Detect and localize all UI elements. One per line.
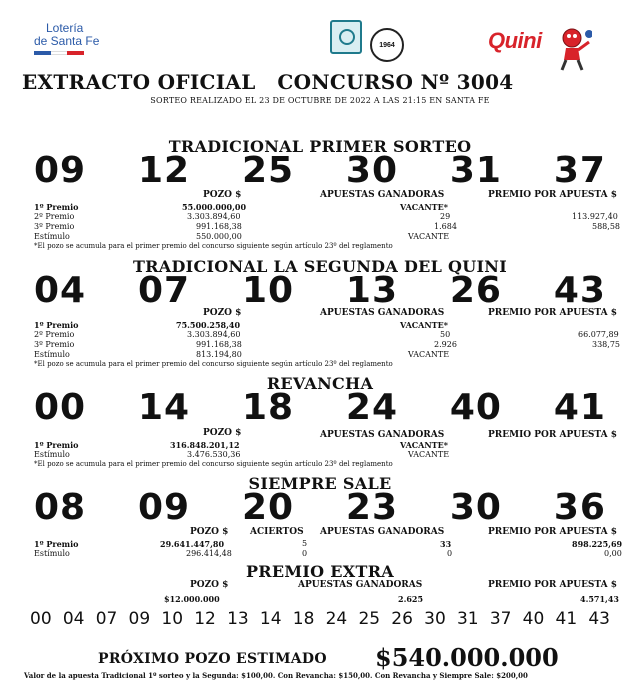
drawn-number: 10 xyxy=(241,270,295,311)
section-title-premio-extra: PREMIO EXTRA xyxy=(245,562,395,581)
extra-number: 24 xyxy=(325,609,348,629)
numbers-segunda xyxy=(20,270,620,311)
drawn-number: 14 xyxy=(137,387,191,428)
prize-label: 1º Premio xyxy=(34,320,79,330)
prize-premio: 588,58 xyxy=(592,222,620,231)
agency-seal-icon xyxy=(330,20,362,54)
drawn-number: 25 xyxy=(241,150,295,191)
drawn-number: 37 xyxy=(553,150,606,191)
prize-apuestas: VACANTE* xyxy=(400,202,448,212)
prize-pozo: 3.303.894,60 xyxy=(187,212,241,221)
drawn-number: 08 xyxy=(34,487,87,528)
drawn-number: 12 xyxy=(137,150,191,191)
numbers-premio-extra xyxy=(30,609,610,629)
prize-pozo: 29.641.447,80 xyxy=(160,539,225,549)
prize-apuestas: VACANTE* xyxy=(400,440,448,450)
drawn-number: 09 xyxy=(137,487,191,528)
header-apuestas: APUESTAS GANADORAS xyxy=(320,527,445,537)
prize-pozo: 296.414,48 xyxy=(186,549,232,558)
drawn-number: 04 xyxy=(34,270,87,311)
prize-apuestas: VACANTE* xyxy=(400,320,448,330)
drawn-number: 30 xyxy=(449,487,502,528)
prize-aciertos: 0 xyxy=(302,549,308,558)
header-aciertos: ACIERTOS xyxy=(250,527,304,537)
institution-logos xyxy=(330,20,404,62)
accumulation-note: *El pozo se acumula para el primer premio del concurso siguiente según artículo 23º del reglamento xyxy=(34,360,393,368)
extra-number: 10 xyxy=(161,609,184,629)
extra-number: 25 xyxy=(358,609,381,629)
prize-label: 1º Premio xyxy=(34,440,79,450)
numbers-tradicional xyxy=(20,150,620,191)
drawn-number: 20 xyxy=(241,487,295,528)
loteria-santa-fe-logo xyxy=(34,22,114,55)
header-apuestas: APUESTAS GANADORAS xyxy=(320,190,445,200)
header-premio: PREMIO POR APUESTA $ xyxy=(488,308,618,318)
bet-price-footer: Valor de la apuesta Tradicional 1º sorteo y la Segunda: $100,00. Con Revancha: $150,00. Con Revancha y Siempre Sale: $200,00 xyxy=(24,671,528,680)
drawn-number: 18 xyxy=(241,387,295,428)
drawn-number: 13 xyxy=(345,270,399,311)
prize-label: Estímulo xyxy=(34,350,70,359)
header-premio: PREMIO POR APUESTA $ xyxy=(488,580,618,590)
prize-label: 2º Premio xyxy=(34,212,75,221)
header-pozo: POZO $ xyxy=(203,190,242,200)
extra-number: 14 xyxy=(259,609,282,629)
drawn-number: 23 xyxy=(345,487,399,528)
drawn-number: 24 xyxy=(345,387,399,428)
extra-number: 07 xyxy=(95,609,118,629)
prize-apuestas: VACANTE xyxy=(408,350,450,359)
prize-pozo: 991.168,38 xyxy=(196,222,242,231)
prize-premio: 0,00 xyxy=(604,549,622,558)
prize-pozo: 75.500.258,40 xyxy=(176,320,241,330)
header-premio: PREMIO POR APUESTA $ xyxy=(488,190,618,200)
accumulation-note: *El pozo se acumula para el primer premio del concurso siguiente según artículo 23º del reglamento xyxy=(34,242,393,250)
header-apuestas: APUESTAS GANADORAS xyxy=(320,308,445,318)
prize-apuestas: 1.684 xyxy=(434,222,457,231)
prize-label: 3º Premio xyxy=(34,222,75,231)
extra-pozo: $12.000.000 xyxy=(164,594,220,604)
prize-apuestas: VACANTE xyxy=(408,232,450,241)
drawn-number: 07 xyxy=(137,270,191,311)
drawn-number: 36 xyxy=(553,487,606,528)
prize-pozo: 813.194,80 xyxy=(196,350,242,359)
header-premio: PREMIO POR APUESTA $ xyxy=(488,527,618,537)
extra-number: 04 xyxy=(62,609,85,629)
header-pozo: POZO $ xyxy=(190,527,229,537)
header-apuestas: APUESTAS GANADORAS xyxy=(298,580,423,590)
section-title-siempre-sale: SIEMPRE SALE xyxy=(248,474,392,493)
page-title: EXTRACTO OFICIAL CONCURSO Nº 3004 xyxy=(22,70,514,94)
prize-label: 2º Premio xyxy=(34,330,75,339)
prize-label: Estímulo xyxy=(34,450,70,459)
extra-number: 18 xyxy=(292,609,315,629)
header-pozo: POZO $ xyxy=(190,580,229,590)
prize-apuestas: 33 xyxy=(440,539,452,549)
header-pozo: POZO $ xyxy=(203,308,242,318)
extra-number: 13 xyxy=(227,609,249,629)
prize-premio: 338,75 xyxy=(592,340,620,349)
extra-number: 37 xyxy=(489,609,512,629)
extra-number: 40 xyxy=(522,609,545,629)
prize-apuestas: 50 xyxy=(440,330,451,339)
section-title-revancha: REVANCHA xyxy=(266,374,374,393)
prize-premio: 66.077,89 xyxy=(578,330,619,339)
header-apuestas: APUESTAS GANADORAS xyxy=(320,430,445,440)
loteria-name-line2: de Santa Fe xyxy=(34,34,100,48)
prize-pozo: 316.848.201,12 xyxy=(170,440,240,450)
numbers-siempre-sale xyxy=(20,487,620,528)
prize-premio: 113.927,40 xyxy=(572,212,618,221)
quini-mascot-icon xyxy=(556,22,592,72)
drawn-number: 09 xyxy=(34,150,87,191)
prize-pozo: 3.303.894,60 xyxy=(187,330,241,339)
extra-number: 30 xyxy=(424,609,446,629)
section-title-tradicional: TRADICIONAL PRIMER SORTEO xyxy=(168,137,472,156)
extra-premio: 4.571,43 xyxy=(580,594,619,604)
accumulation-note: *El pozo se acumula para el primer premio del concurso siguiente según artículo 23º del reglamento xyxy=(34,460,393,468)
prize-pozo: 550.000,00 xyxy=(196,232,242,241)
drawn-number: 30 xyxy=(345,150,399,191)
drawn-number: 26 xyxy=(449,270,502,311)
next-jackpot-label: PRÓXIMO POZO ESTIMADO xyxy=(98,651,327,667)
extra-number: 12 xyxy=(194,609,216,629)
prize-aciertos: 5 xyxy=(302,539,308,548)
section-title-segunda: TRADICIONAL LA SEGUNDA DEL QUINI xyxy=(132,257,508,276)
prize-premio: 898.225,69 xyxy=(572,539,623,549)
extra-number: 26 xyxy=(391,609,413,629)
drawn-number: 40 xyxy=(449,387,502,428)
extra-apuestas: 2.625 xyxy=(398,594,424,604)
prize-label: Estímulo xyxy=(34,232,70,241)
next-jackpot-value: $540.000.000 xyxy=(375,643,559,672)
prize-pozo: 55.000.000,00 xyxy=(182,202,247,212)
quini-brand: Quini xyxy=(488,28,542,53)
extra-number: 41 xyxy=(555,609,578,629)
draw-date: SORTEO REALIZADO EL 23 DE OCTUBRE DE 2022 A LAS 21:15 EN SANTA FE xyxy=(150,96,490,105)
prize-pozo: 3.476.530,36 xyxy=(187,450,241,459)
prize-label: 1º Premio xyxy=(34,539,79,549)
extra-number: 43 xyxy=(588,609,610,629)
extra-number: 31 xyxy=(456,609,479,629)
extra-number: 09 xyxy=(128,609,151,629)
loteria-name-line1: Lotería xyxy=(46,21,84,35)
header-pozo: POZO $ xyxy=(203,428,242,438)
prize-label: 3º Premio xyxy=(34,340,75,349)
prize-pozo: 991.168,38 xyxy=(196,340,242,349)
anniversary-badge-icon: 1964 xyxy=(370,28,404,62)
drawn-number: 31 xyxy=(449,150,502,191)
prize-apuestas: 2.926 xyxy=(434,340,457,349)
drawn-number: 43 xyxy=(553,270,606,311)
prize-apuestas: 0 xyxy=(447,549,453,558)
drawn-number: 41 xyxy=(553,387,606,428)
prize-label: 1º Premio xyxy=(34,202,79,212)
numbers-revancha xyxy=(20,387,620,428)
extra-number: 00 xyxy=(30,609,52,629)
prize-label: Estímulo xyxy=(34,549,70,558)
header-premio: PREMIO POR APUESTA $ xyxy=(488,430,618,440)
flag-stripes xyxy=(34,51,84,55)
prize-apuestas: VACANTE xyxy=(408,450,450,459)
drawn-number: 00 xyxy=(34,387,87,428)
prize-apuestas: 29 xyxy=(440,212,451,221)
